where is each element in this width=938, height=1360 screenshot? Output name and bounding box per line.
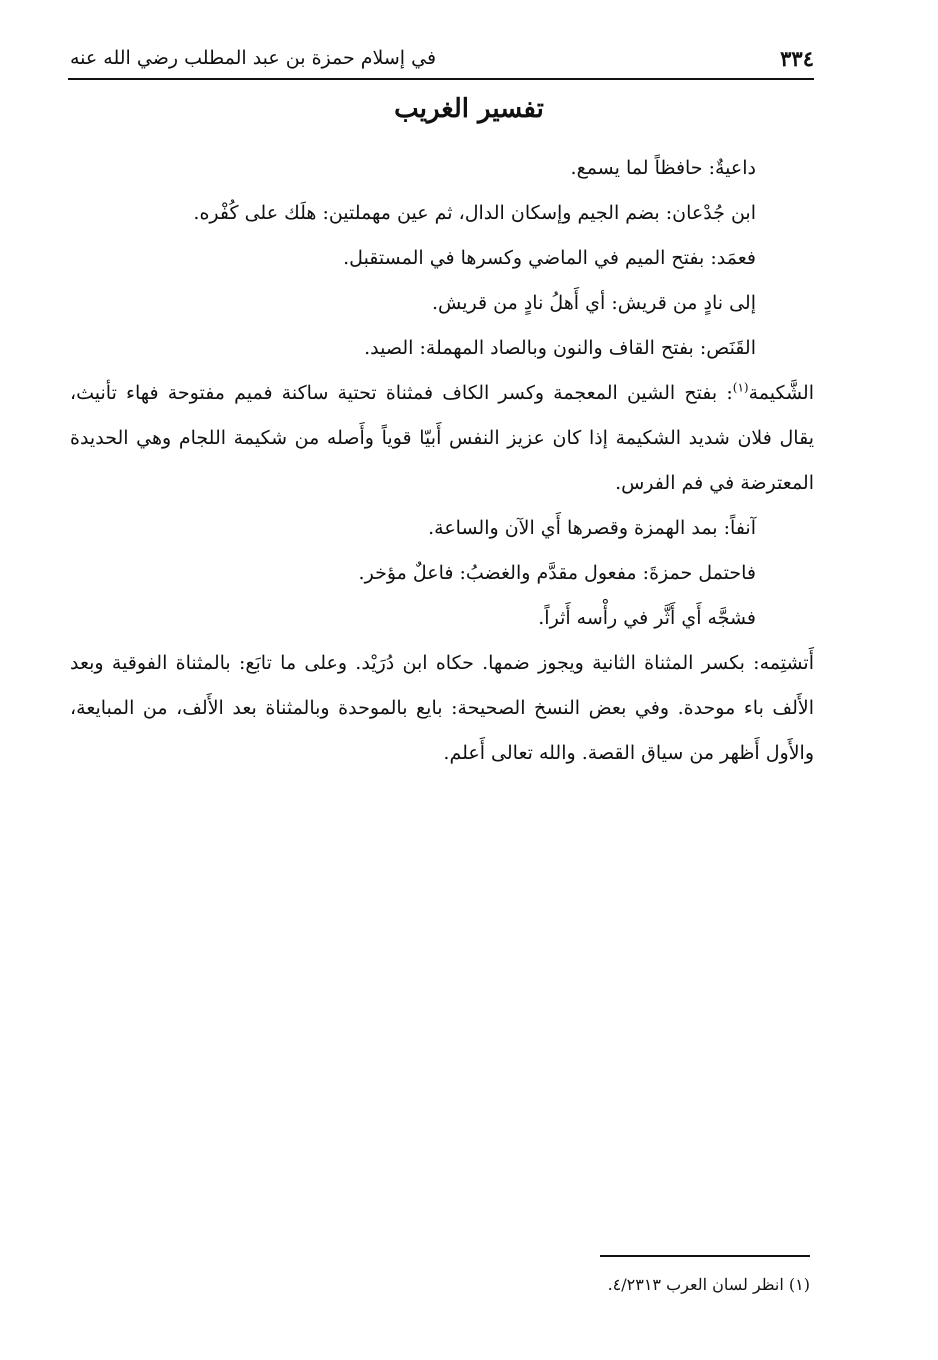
glossary-term: القَنَص bbox=[706, 337, 756, 359]
glossary-body bbox=[70, 146, 814, 776]
glossary-entry bbox=[70, 371, 814, 506]
page-number: ٣٣٤ bbox=[780, 45, 814, 71]
glossary-definition: : أي أَهلُ نادٍ من قريش. bbox=[431, 292, 618, 314]
glossary-term: آنفاً bbox=[730, 517, 756, 539]
glossary-term: إلى نادٍ من قريش bbox=[617, 292, 756, 314]
footnote: (١) انظر لسان العرب ٤/٢٣١٣. bbox=[607, 1275, 810, 1294]
running-header bbox=[70, 40, 814, 76]
glossary-definition: : بضم الجيم وإسكان الدال، ثم عين مهملتين: هلَك على كُفْره. bbox=[193, 202, 673, 224]
section-title: تفسير الغريب bbox=[394, 94, 544, 124]
glossary-definition: : بكسر المثناة الثانية ويجوز ضمها. حكاه ابن دُرَيْد. وعلى ما تابَع: بالمثناة الفوقية وبعد الأَلف باء موحدة. وفي بعض النسخ الصحيحة: بايع بالموحدة وبالمثناة بعد الأَلف، من المبايعة، والأَول أَظهر من سياق القصة. والله تعالى أَعلم. bbox=[70, 652, 814, 764]
glossary-term: أَتشتِمه bbox=[759, 652, 814, 674]
glossary-term: فشجَّه bbox=[707, 607, 756, 629]
glossary-entry bbox=[70, 146, 814, 191]
glossary-term: فعمَد bbox=[716, 247, 756, 269]
glossary-entry bbox=[70, 596, 814, 641]
glossary-entry bbox=[70, 506, 814, 551]
glossary-definition: : حافظاً لما يسمع. bbox=[570, 157, 715, 179]
glossary-entry bbox=[70, 281, 814, 326]
glossary-term: فاحتمل حمزةَ bbox=[649, 562, 756, 584]
glossary-entry bbox=[70, 236, 814, 281]
glossary-definition: : بفتح الميم في الماضي وكسرها في المستقبل. bbox=[343, 247, 717, 269]
glossary-term: داعيةٌ bbox=[715, 157, 756, 179]
glossary-entry bbox=[70, 641, 814, 776]
running-title: في إسلام حمزة بن عبد المطلب رضي الله عنه bbox=[70, 47, 437, 69]
glossary-term: الشَّكيمة bbox=[748, 382, 814, 404]
glossary-definition: : بفتح القاف والنون وبالصاد المهملة: الصيد. bbox=[364, 337, 707, 359]
glossary-entry bbox=[70, 326, 814, 371]
glossary-definition: : بفتح الشين المعجمة وكسر الكاف فمثناة تحتية ساكنة فميم مفتوحة فهاء تأنيث، يقال فلان شديد الشكيمة إذا كان عزيز النفس أَبيّا قوياً وأَصله من شكيمة اللجام وهي الحديدة المعترضة في فم الفرس. bbox=[70, 382, 814, 494]
glossary-entry bbox=[70, 191, 814, 236]
footnote-rule bbox=[600, 1255, 810, 1257]
glossary-entry bbox=[70, 551, 814, 596]
glossary-definition: : بمد الهمزة وقصرها أَي الآن والساعة. bbox=[428, 517, 731, 539]
glossary-definition: أَي أَثَّر في رأْسه أَثراً. bbox=[538, 607, 708, 629]
header-rule bbox=[68, 78, 814, 80]
glossary-term: ابن جُدْعان bbox=[672, 202, 756, 224]
glossary-definition: : مفعول مقدَّم والغضبُ: فاعلٌ مؤخر. bbox=[358, 562, 650, 584]
footnote-reference[interactable]: (١) bbox=[732, 380, 749, 395]
